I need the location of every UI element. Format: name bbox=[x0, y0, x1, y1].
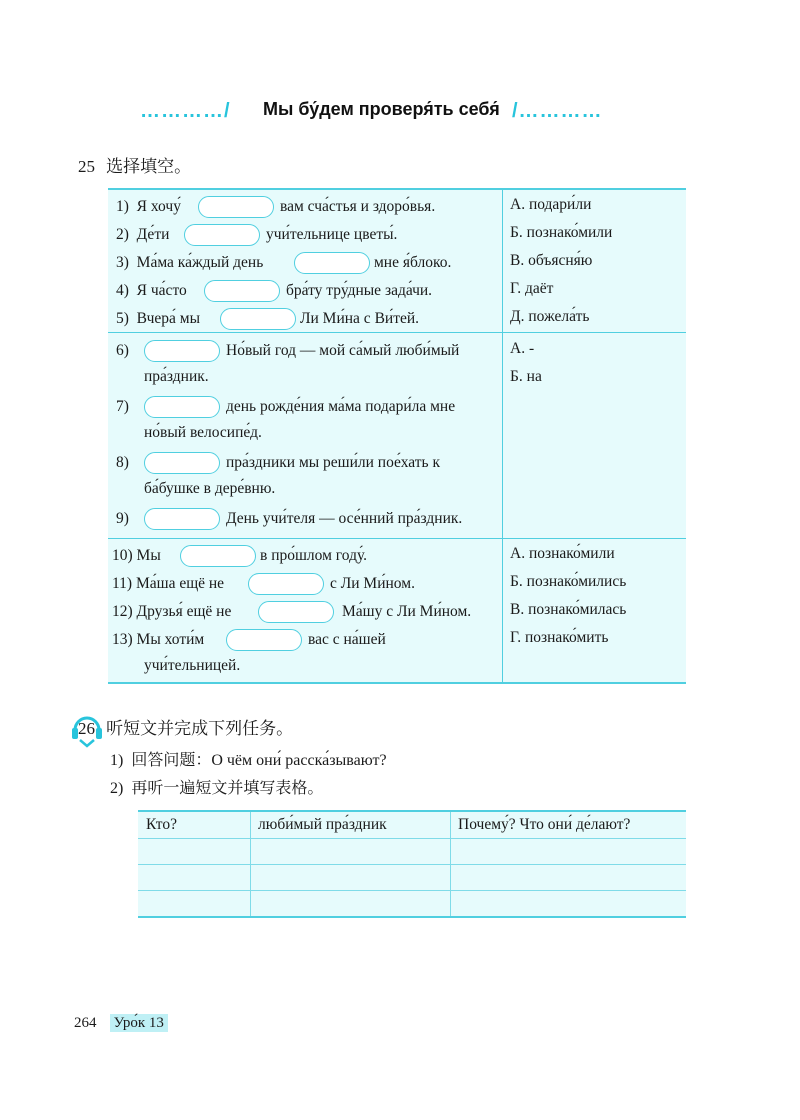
row-divider bbox=[138, 890, 686, 891]
header-dots-left: …………/ bbox=[140, 100, 231, 122]
answer-blank[interactable] bbox=[144, 396, 220, 418]
exercise-26-table bbox=[138, 810, 686, 918]
answer-blank[interactable] bbox=[144, 340, 220, 362]
page-number: 264 bbox=[74, 1015, 97, 1031]
option: А. - bbox=[510, 340, 535, 357]
option: Д. пожела́ть bbox=[510, 308, 590, 325]
exercise-25-heading bbox=[78, 152, 191, 177]
list-item-number: 8) bbox=[116, 454, 129, 471]
block-divider bbox=[108, 332, 686, 333]
answer-blank[interactable] bbox=[204, 280, 280, 302]
list-item-text: пра́здники мы реши́ли пое́хать к bbox=[226, 454, 440, 471]
table-header: люби́мый пра́здник bbox=[258, 816, 387, 833]
list-item-tail: Ли Ми́на с Ви́тей. bbox=[300, 310, 420, 327]
lesson-badge: Уро́к 13 bbox=[110, 1014, 168, 1032]
option: Г. даёт bbox=[510, 280, 554, 297]
list-item-tail: учи́тельнице цветы́. bbox=[266, 226, 398, 243]
list-item-number: 7) bbox=[116, 398, 129, 415]
list-item-text: День учи́теля — осе́нний пра́здник. bbox=[226, 510, 463, 527]
section-title: Мы бу́дем проверя́ть себя́ bbox=[263, 99, 500, 119]
table-header: Кто? bbox=[146, 816, 177, 833]
table-header: Почему́? Что они́ де́лают? bbox=[458, 816, 631, 833]
option: В. познако́милась bbox=[510, 601, 627, 618]
page-footer bbox=[74, 1012, 168, 1032]
answer-blank[interactable] bbox=[226, 629, 302, 651]
task-item: 2) 再听一遍短文并填写表格。 bbox=[110, 780, 324, 797]
list-item-tail: в про́шлом году́. bbox=[260, 547, 368, 564]
list-item-tail: мне я́блоко. bbox=[374, 254, 452, 271]
exercise-26-heading bbox=[78, 714, 293, 739]
option: В. объясня́ю bbox=[510, 252, 593, 269]
exercise-number: 25 bbox=[78, 157, 95, 176]
answer-blank[interactable] bbox=[144, 452, 220, 474]
list-item-tail: бра́ту тру́дные зада́чи. bbox=[286, 282, 433, 299]
list-item-text: день рожде́ния ма́ма подари́ла мне bbox=[226, 398, 456, 415]
header-dots-right: /………… bbox=[512, 100, 603, 122]
section-header bbox=[140, 96, 660, 126]
option: Б. на bbox=[510, 368, 542, 385]
list-item-text: Но́вый год — мой са́мый люби́мый bbox=[226, 342, 460, 359]
list-item-tail: Ма́шу с Ли Ми́ном. bbox=[342, 603, 472, 620]
list-item: 3) Ма́ма ка́ждый день bbox=[116, 254, 264, 271]
option: Б. познако́мили bbox=[510, 224, 613, 241]
list-item: 2) Де́ти bbox=[116, 226, 170, 243]
answer-blank[interactable] bbox=[220, 308, 296, 330]
list-item: 10) Мы bbox=[112, 547, 161, 564]
list-item-text: учи́тельницей. bbox=[144, 657, 241, 674]
answer-blank[interactable] bbox=[248, 573, 324, 595]
task-item: 1) 回答问题：О чём они́ расска́зывают? bbox=[110, 752, 387, 769]
answer-blank[interactable] bbox=[184, 224, 260, 246]
exercise-instruction: 听短文并完成下列任务。 bbox=[106, 719, 294, 738]
exercise-number: 26 bbox=[78, 719, 95, 738]
answer-blank[interactable] bbox=[294, 252, 370, 274]
list-item-tail: вам сча́стья и здоро́вья. bbox=[280, 198, 436, 215]
list-item: 12) Друзья́ ещё не bbox=[112, 603, 232, 620]
list-item-text: но́вый велосипе́д. bbox=[144, 424, 262, 441]
answer-blank[interactable] bbox=[198, 196, 274, 218]
answer-blank[interactable] bbox=[258, 601, 334, 623]
option: Б. познако́мились bbox=[510, 573, 627, 590]
list-item-text: пра́здник. bbox=[144, 368, 209, 385]
list-item-tail: с Ли Ми́ном. bbox=[330, 575, 415, 592]
list-item: 4) Я ча́сто bbox=[116, 282, 187, 299]
exercise-25-table bbox=[108, 188, 686, 684]
row-divider bbox=[138, 864, 686, 865]
option: А. познако́мили bbox=[510, 545, 615, 562]
option: А. подари́ли bbox=[510, 196, 592, 213]
list-item-number: 6) bbox=[116, 342, 129, 359]
list-item: 13) Мы хоти́м bbox=[112, 631, 205, 648]
block-divider bbox=[108, 538, 686, 539]
row-divider bbox=[138, 838, 686, 839]
list-item-text: ба́бушке в дере́вню. bbox=[144, 480, 276, 497]
column-divider bbox=[502, 190, 503, 682]
answer-blank[interactable] bbox=[144, 508, 220, 530]
exercise-instruction: 选择填空。 bbox=[106, 157, 192, 176]
list-item: 5) Вчера́ мы bbox=[116, 310, 201, 327]
list-item-tail: вас с на́шей bbox=[308, 631, 386, 648]
list-item-number: 9) bbox=[116, 510, 129, 527]
answer-blank[interactable] bbox=[180, 545, 256, 567]
list-item: 1) Я хочу́ bbox=[116, 198, 181, 215]
option: Г. познако́мить bbox=[510, 629, 609, 646]
list-item: 11) Ма́ша ещё не bbox=[112, 575, 225, 592]
